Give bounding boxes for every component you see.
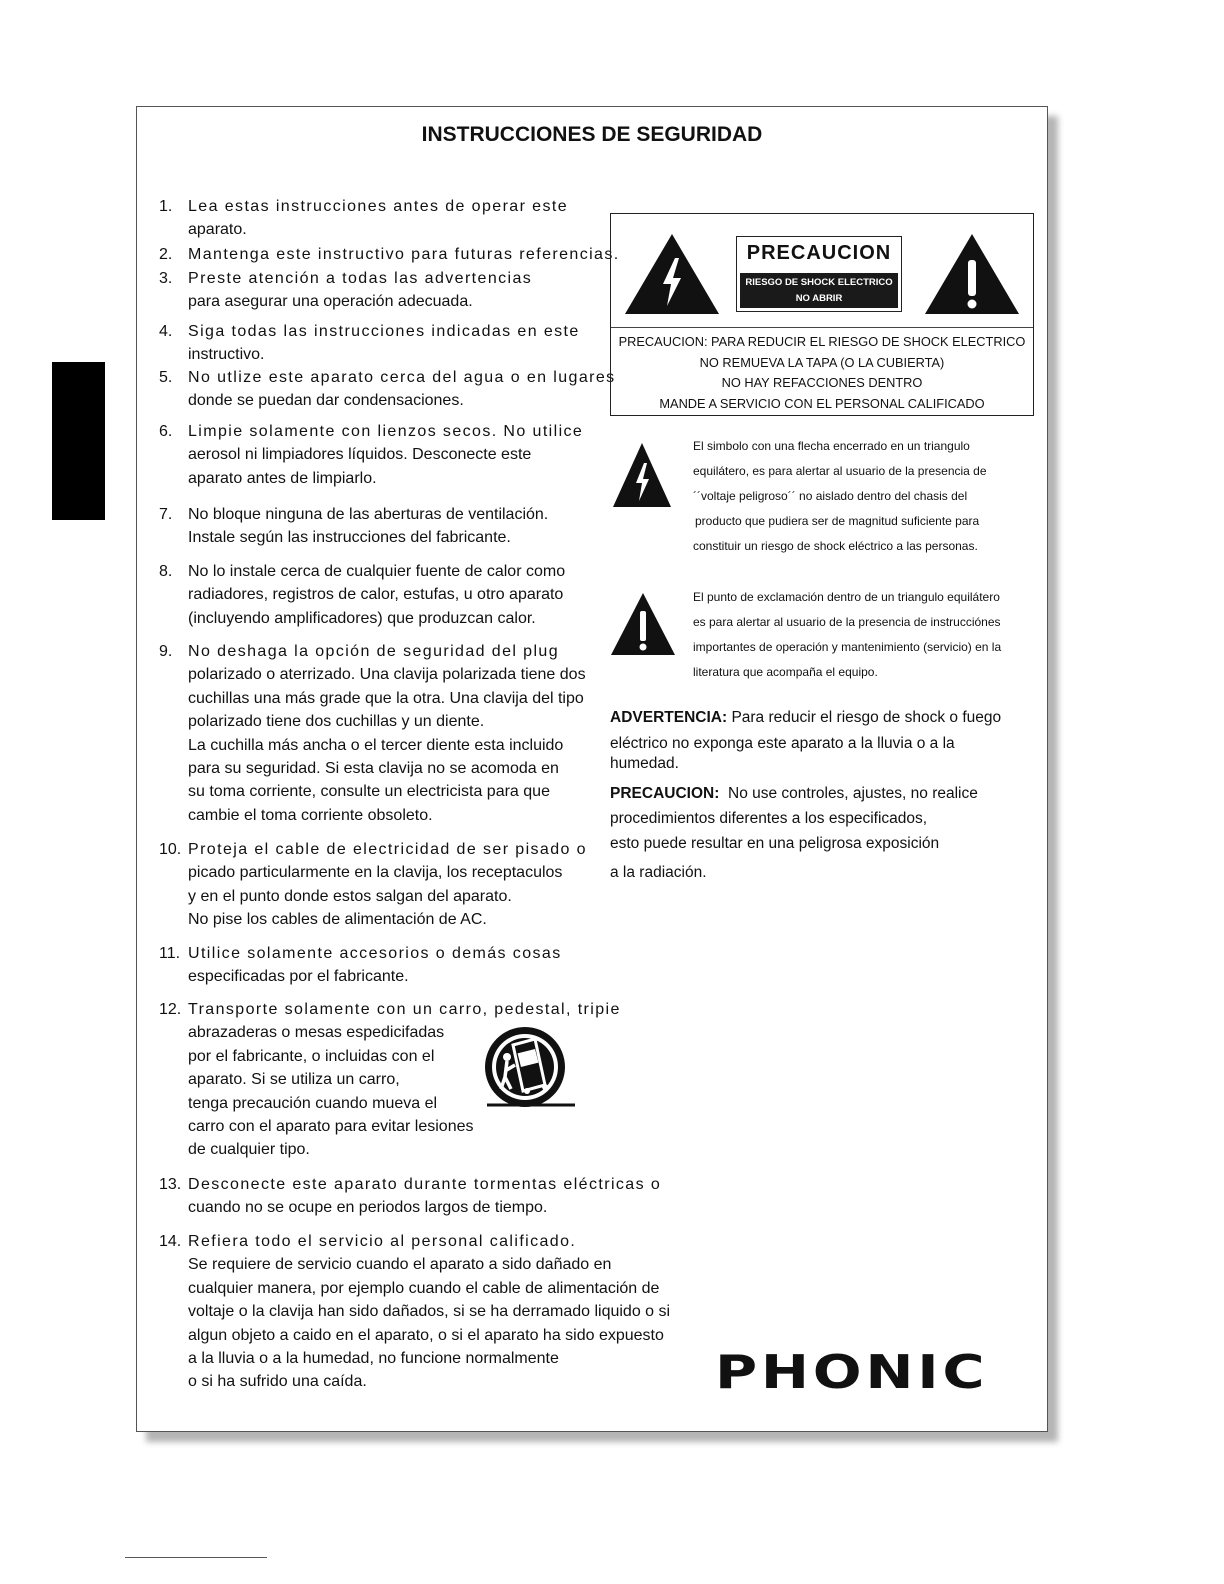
- symbol-line: El punto de exclamación dentro de un triangulo equilátero: [693, 590, 1000, 604]
- instruction-text: [188, 195, 648, 242]
- precaucion-text: No use controles, ajustes, no realice: [728, 785, 978, 802]
- instruction-number: 13.: [159, 1176, 182, 1193]
- advertencia-block: [610, 706, 1040, 776]
- safety-page: [136, 106, 1048, 1432]
- instruction-line: tenga precaución cuando mueva el: [188, 1094, 438, 1112]
- exclamation-symbol-text: [693, 585, 1001, 685]
- instruction-line: cambie el toma corriente obsoleto.: [188, 806, 433, 824]
- instruction-line: y en el punto donde estos salgan del aparato.: [188, 887, 512, 905]
- caution-line: PRECAUCION: PARA REDUCIR EL RIESGO DE SHOCK ELECTRICO: [618, 334, 1026, 349]
- instruction-line: aparato. Si se utiliza un carro,: [188, 1071, 400, 1089]
- caution-line: MANDE A SERVICIO CON EL PERSONAL CALIFICADO: [659, 395, 985, 411]
- caution-line: NO HAY REFACCIONES DENTRO: [721, 375, 923, 390]
- instruction-number: 4.: [159, 323, 173, 340]
- instruction-number: 3.: [159, 270, 173, 287]
- instruction-text: [188, 640, 648, 827]
- instruction-text: [188, 267, 648, 314]
- instruction-line: Limpie solamente con lienzos secos. No utilice: [188, 423, 584, 440]
- instruction-line: Mantenga este instructivo para futuras referencias.: [188, 246, 620, 263]
- exclamation-warning-triangle-icon: [923, 232, 1021, 316]
- instruction-line: por el fabricante, o incluidas con el: [188, 1047, 435, 1065]
- caution-label: [736, 236, 902, 312]
- advertencia-text: eléctrico no exponga este aparato a la lluvia o a la: [610, 735, 955, 752]
- advertencia-text: Para reducir el riesgo de shock o fuego: [731, 709, 1002, 726]
- symbol-line: constituir un riesgo de shock eléctrico a las personas.: [693, 539, 978, 553]
- instruction-line: o si ha sufrido una caída.: [188, 1373, 367, 1391]
- instruction-text: [188, 366, 648, 413]
- instruction-line: para asegurar una operación adecuada.: [188, 293, 473, 311]
- precaucion-text: a la radiación.: [610, 864, 707, 881]
- instruction-line: para su seguridad. Si esta clavija no se acomoda en: [188, 760, 559, 778]
- instruction-line: Proteja el cable de electricidad de ser pisado o: [188, 841, 587, 858]
- instruction-line: de cualquier tipo.: [188, 1141, 310, 1159]
- caution-divider: [611, 327, 1033, 328]
- instruction-text: [188, 243, 648, 266]
- instruction-text: [188, 420, 648, 490]
- instruction-number: 12.: [159, 1001, 182, 1018]
- symbol-line: importantes de operación y mantenimiento (servicio) en la: [693, 640, 1002, 654]
- instruction-line: Siga todas las instrucciones indicadas en este: [188, 323, 580, 340]
- instruction-line: instructivo.: [188, 346, 265, 364]
- instruction-line: polarizado o aterrizado. Una clavija polarizada tiene dos: [188, 666, 586, 684]
- instruction-number: 2.: [159, 246, 173, 263]
- symbol-line: El simbolo con una flecha encerrado en un triangulo: [693, 439, 970, 453]
- instruction-line: Instale según las instrucciones del fabricante.: [188, 529, 511, 547]
- instruction-number: 8.: [159, 563, 173, 580]
- instruction-line: cualquier manera, por ejemplo cuando el cable de alimentación de: [188, 1279, 660, 1297]
- instruction-line: (incluyendo amplificadores) que produzcan calor.: [188, 609, 536, 627]
- instruction-line: Transporte solamente con un carro, pedestal, tripie: [188, 1001, 621, 1018]
- instruction-line: Preste atención a todas las advertencias: [188, 270, 533, 287]
- precaucion-block: [610, 782, 1040, 885]
- instruction-text: [188, 1173, 662, 1220]
- instruction-line: No lo instale cerca de cualquier fuente de calor como: [188, 563, 566, 580]
- caution-text: [611, 332, 1033, 414]
- symbol-line: equilátero, es para alertar al usuario de la presencia de: [693, 464, 987, 478]
- instruction-line: cuchillas una más grade que la otra. Una clavija del tipo: [188, 689, 584, 707]
- symbol-line: ´´voltaje peligroso´´ no aislado dentro del chasis del: [693, 489, 968, 503]
- instruction-number: 14.: [159, 1233, 182, 1250]
- instruction-line: algun objeto a caido en el aparato, o si el aparato ha sido expuesto: [188, 1326, 664, 1344]
- caution-box: [610, 213, 1034, 416]
- instruction-text: [188, 838, 648, 932]
- instruction-line: picado particularmente en la clavija, los receptaculos: [188, 864, 563, 882]
- caution-bar: [740, 273, 898, 308]
- caution-bar-line: RIESGO DE SHOCK ELECTRICO: [745, 277, 893, 288]
- instruction-line: abrazaderas o mesas espedicifadas: [188, 1024, 445, 1042]
- instruction-line: aparato.: [188, 221, 247, 239]
- instruction-line: No pise los cables de alimentación de AC.: [188, 911, 487, 929]
- symbol-line: literatura que acompaña el equipo.: [693, 665, 878, 679]
- lightning-warning-triangle-icon: [623, 232, 721, 316]
- precaucion-text: esto puede resultar en una peligrosa exposición: [610, 835, 940, 852]
- instruction-line: aerosol ni limpiadores líquidos. Desconecte este: [188, 446, 532, 464]
- instruction-text: [188, 942, 648, 989]
- instruction-line: su toma corriente, consulte un electricista para que: [188, 783, 550, 801]
- instruction-line: especificadas por el fabricante.: [188, 968, 409, 986]
- instruction-line: donde se puedan dar condensaciones.: [188, 392, 464, 410]
- instruction-line: a la lluvia o a la humedad, no funcione normalmente: [188, 1350, 559, 1368]
- instruction-line: voltaje o la clavija han sido dañados, si se ha derramado liquido o si: [188, 1303, 671, 1321]
- instruction-text: [188, 560, 648, 630]
- lightning-warning-triangle-icon: [611, 441, 673, 509]
- footer-rule: [125, 1557, 267, 1558]
- symbol-line: es para alertar al usuario de la presencia de instrucciónes: [693, 615, 1001, 629]
- instruction-number: 6.: [159, 423, 173, 440]
- caution-word: PRECAUCION: [746, 242, 892, 264]
- instruction-line: Lea estas instrucciones antes de operar este: [188, 198, 569, 215]
- cart-tip-over-warning-icon: [483, 1025, 579, 1117]
- instruction-line: Desconecte este aparato durante tormentas eléctricas o: [188, 1176, 662, 1193]
- instruction-line: carro con el aparato para evitar lesiones: [188, 1118, 474, 1136]
- instruction-line: Utilice solamente accesorios o demás cosas: [188, 945, 562, 962]
- instruction-line: cuando no se ocupe en periodos largos de tiempo.: [188, 1199, 548, 1217]
- phonic-logo: PHONIC: [715, 1345, 989, 1399]
- advertencia-text: humedad.: [610, 755, 679, 772]
- instruction-line: Se requiere de servicio cuando el aparato a sido dañado en: [188, 1256, 612, 1274]
- instruction-line: No bloque ninguna de las aberturas de ventilación.: [188, 506, 549, 523]
- instruction-number: 7.: [159, 506, 173, 523]
- instruction-line: La cuchilla más ancha o el tercer diente esta incluido: [188, 736, 564, 754]
- instruction-text: [188, 320, 648, 367]
- instruction-line: polarizado tiene dos cuchillas y un diente.: [188, 713, 485, 731]
- advertencia-label: ADVERTENCIA:: [610, 709, 728, 726]
- symbol-line: producto que pudiera ser de magnitud suficiente para: [695, 514, 980, 528]
- caution-line: NO REMUEVA LA TAPA (O LA CUBIERTA): [699, 354, 945, 370]
- section-tab-marker: [52, 362, 105, 520]
- instruction-line: No utlize este aparato cerca del agua o en lugares: [188, 369, 616, 386]
- instruction-line: No deshaga la opción de seguridad del plug: [188, 643, 560, 660]
- instruction-text: [188, 1230, 671, 1394]
- instruction-line: Refiera todo el servicio al personal calificado.: [188, 1233, 577, 1250]
- instruction-number: 5.: [159, 369, 173, 386]
- precaucion-text: procedimientos diferentes a los especificados,: [610, 810, 928, 827]
- exclamation-warning-triangle-icon: [609, 591, 677, 657]
- page-title: INSTRUCCIONES DE SEGURIDAD: [421, 123, 763, 146]
- instruction-number: 9.: [159, 643, 173, 660]
- instruction-line: aparato antes de limpiarlo.: [188, 469, 377, 487]
- caution-bar-line: NO ABRIR: [795, 293, 843, 304]
- instruction-line: radiadores, registros de calor, estufas, u otro aparato: [188, 586, 564, 604]
- precaucion-label: PRECAUCION:: [610, 785, 720, 802]
- instruction-text: [188, 998, 648, 1162]
- lightning-symbol-text: [693, 434, 987, 559]
- instruction-number: 1.: [159, 198, 173, 215]
- instruction-number: 11.: [159, 945, 181, 962]
- instruction-text: [188, 503, 648, 550]
- instruction-number: 10.: [159, 841, 182, 858]
